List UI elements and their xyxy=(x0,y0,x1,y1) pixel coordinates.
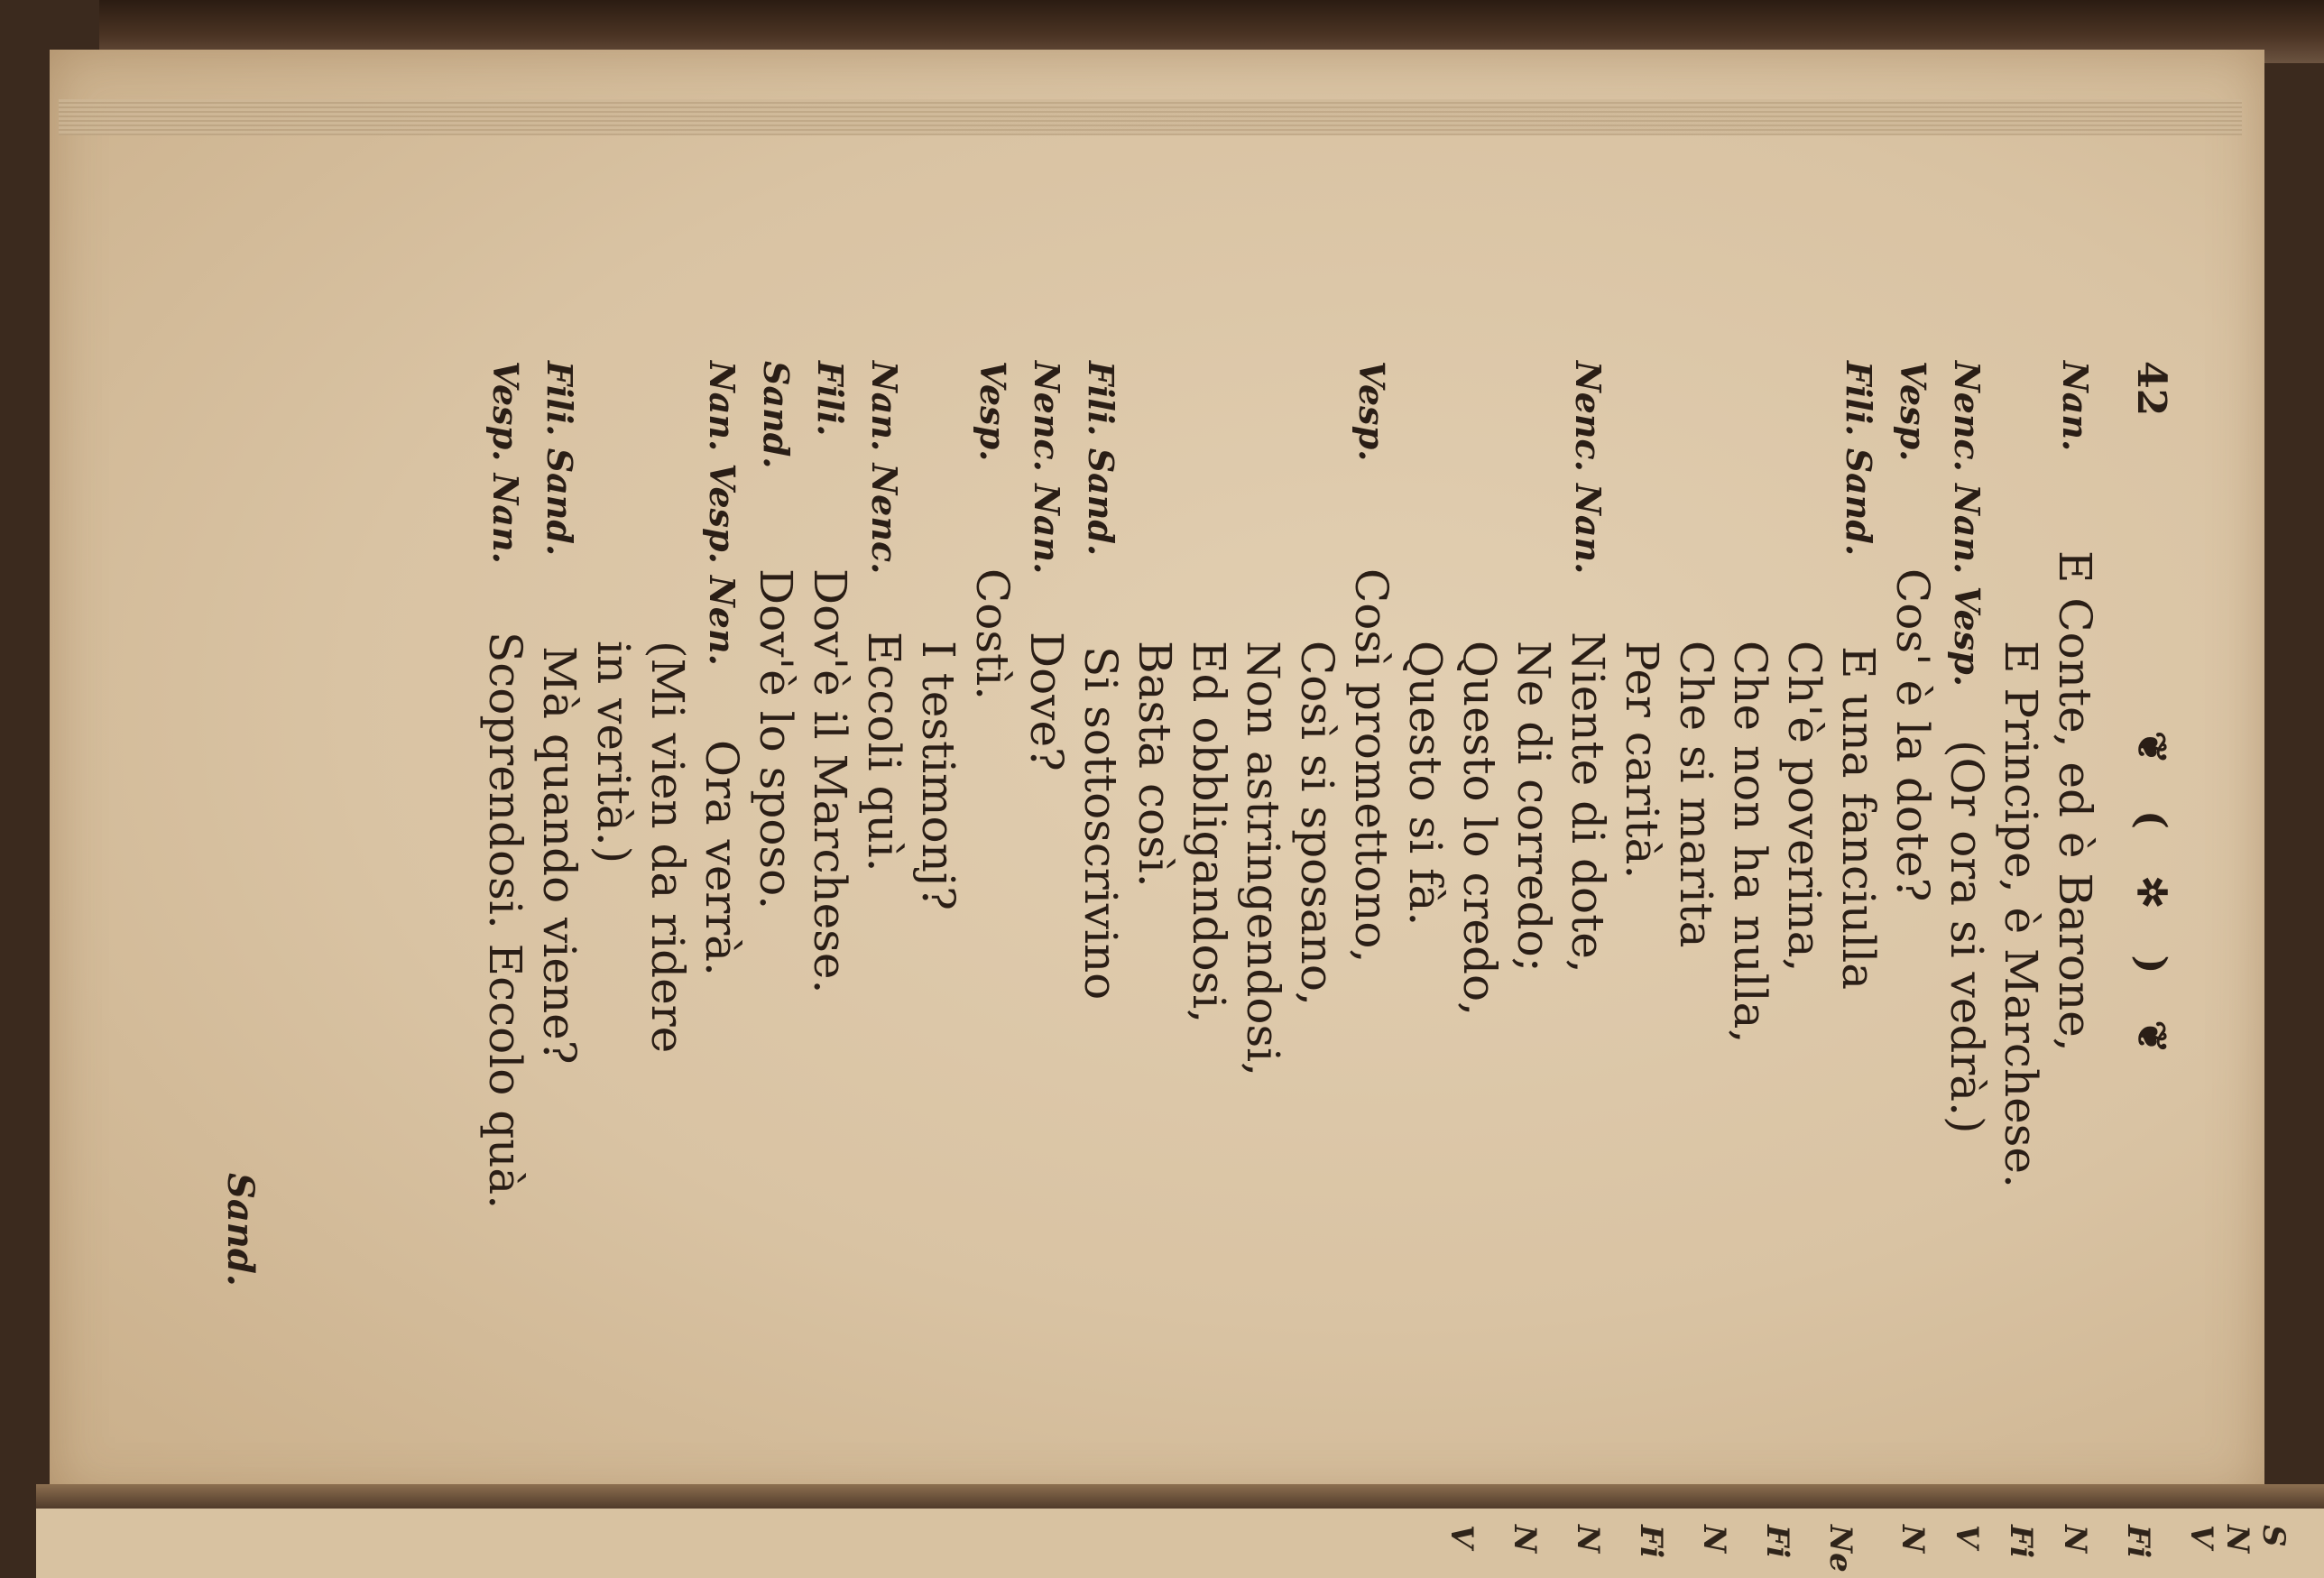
verse-text: Questo lo credo, xyxy=(1453,641,1506,1017)
verse-text: (Or ora si vedrà.) xyxy=(1941,740,1993,1134)
verse-text: Si sottoscrivino xyxy=(1074,646,1127,1001)
verse-text: Così si sposano, xyxy=(1291,641,1343,1006)
verse-text: Dov'è lo sposo. xyxy=(750,568,802,910)
facing-page-fragment: N xyxy=(1895,1525,1931,1554)
verse-text: Questo si fà. xyxy=(1399,641,1452,927)
verse-text: Mà quando viene? xyxy=(533,646,586,1065)
verse-text: Niente di dote, xyxy=(1562,632,1614,974)
verse-text: Ne di corredo; xyxy=(1508,641,1560,973)
verse-text: Per carità. xyxy=(1616,641,1668,880)
verse-text: Scoprendosi. Eccolo quà. xyxy=(479,632,531,1210)
verse-text: E Conte, ed è Barone, xyxy=(2049,550,2101,1052)
verse-text: Costì. xyxy=(966,568,1019,700)
verse-text: Eccoli quì. xyxy=(858,632,910,872)
catchword: Sand. xyxy=(219,1173,262,1287)
facing-page-fragment: N xyxy=(1696,1525,1732,1554)
facing-page-fragment: Fi xyxy=(2120,1525,2156,1559)
rotated-text-block: 42 ❦ ( ✲ ) ❦ Nan. E Conte, ed è Barone, E Principe, è Marchese. Nenc. Nan. Vesp. (Or ora si vedrà.) Vesp. Cos' è la dote? Fili. Sand. E una fanciulla Ch'è poverina, Che non ha nulla, Che si marita Per carità. Nenc. Nan. Niente di dote, Ne di corredo; Questo lo credo, Questo si fà. Vesp. Così promettono, Così si sposano, Non astringendosi, Ed obbligandosi, Basta così. Fili. Sand. Si sottoscrivino Nenc. Nan. Dove? Vesp. Costì. I testimonj? Nan. Nenc. Eccoli quì. Fili. Dov'è il Marchese. Sand. Dov'è lo sposo. Nan. Vesp. Nen. Ora verrà. (Mi vien da ridere in verità.) Fili. Sand. Mà quando viene? Vesp. Nan. Scoprendosi. Eccolo quà. Sand. xyxy=(99,343,2174,1380)
facing-page-fragment: N xyxy=(1570,1525,1606,1554)
facing-page-fragment: Fi xyxy=(2003,1525,2039,1559)
facing-page-fragment: N xyxy=(2219,1525,2255,1554)
verse-text: Dove? xyxy=(1020,632,1073,771)
verse-text: Cos' è la dote? xyxy=(1886,568,1939,902)
facing-page-fragment: Fi xyxy=(1759,1525,1795,1559)
facing-page-fragment: Fi xyxy=(1633,1525,1669,1559)
verse-text: Che si marita xyxy=(1670,641,1722,948)
verse-text: (Mi vien da ridere xyxy=(641,641,694,1054)
verse-text: Basta così. xyxy=(1129,641,1181,888)
verse-text: Ch'è poverina, xyxy=(1778,641,1831,973)
verse-text: Ed obbligandosi, xyxy=(1183,641,1235,1024)
verse-text: in verità.) xyxy=(587,641,640,864)
folio-number: 42 xyxy=(2128,361,2174,417)
facing-page-fragment: N xyxy=(1507,1525,1543,1554)
verse-text: I testimonj? xyxy=(912,641,964,911)
verse-text: Dov'è il Marchese. xyxy=(804,568,856,994)
facing-page-fragment: S xyxy=(2255,1525,2292,1547)
facing-page-fragment: Ne xyxy=(1822,1525,1858,1573)
verse-text: Ora verrà. xyxy=(696,740,748,976)
facing-page-fragment: V xyxy=(1949,1525,1985,1549)
head-ornament: ❦ ( ✲ ) ❦ xyxy=(2128,731,2174,1070)
page-edges xyxy=(59,99,2242,135)
verse-text: Che non ha nulla, xyxy=(1724,641,1776,1044)
verse-text: E Principe, è Marchese. xyxy=(1995,641,2047,1188)
facing-page-fragment: V xyxy=(1443,1525,1480,1549)
verse-text: E una fanciulla xyxy=(1832,646,1885,991)
verse-text: Non astringendosi, xyxy=(1237,641,1289,1077)
verse-text: Così promettono, xyxy=(1345,568,1397,964)
spine-gap xyxy=(36,1484,2324,1511)
facing-page-fragment: V xyxy=(2183,1525,2219,1549)
running-head xyxy=(2120,343,2174,1380)
facing-page-fragment: N xyxy=(2057,1525,2093,1554)
